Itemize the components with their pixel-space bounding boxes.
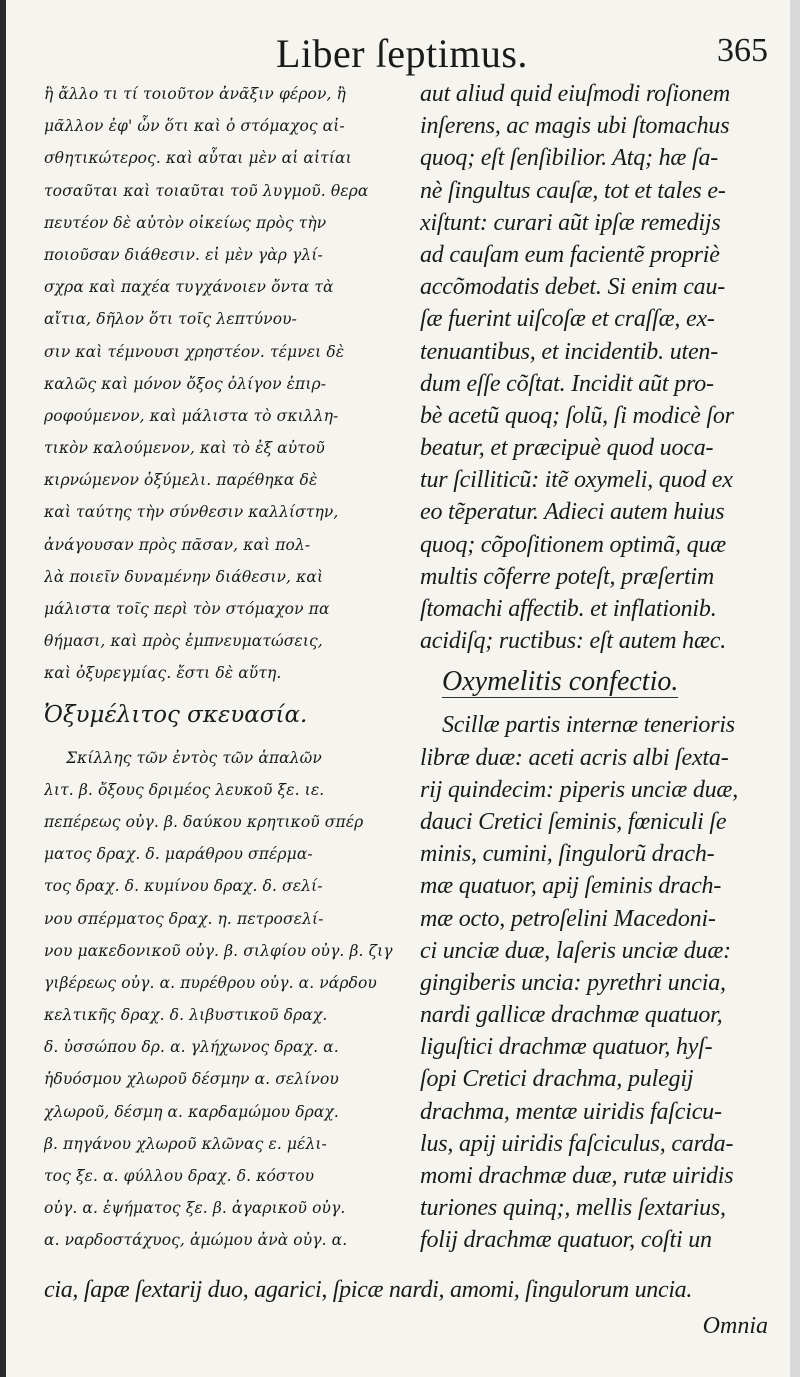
greek-line: ἢ ἄλλο τι τί τοιοῦτον ἀνᾶξιν φέρον, ἢ <box>44 85 346 103</box>
latin-line: libræ duæ: aceti acris albi ſexta- <box>420 744 729 771</box>
greek-line: κιρνώμενον ὀξύμελι. παρέθηκα δὲ <box>44 471 318 490</box>
greek-line: θήμασι, καὶ πρὸς ἐμπνευματώσεις, <box>44 632 323 651</box>
greek-line: β. πηγάνου χλωροῦ κλῶνας ε. μέλι- <box>44 1134 327 1153</box>
greek-line: ποιοῦσαν διάθεσιν. εἰ μὲν γὰρ γλί- <box>44 245 323 264</box>
latin-line: aut aliud quid eiuſmodi roſionem <box>420 81 731 107</box>
greek-line: πευτέον δὲ αὐτὸν οἰκείως πρὸς τὴν <box>44 213 327 232</box>
latin-line: tur ſcilliticũ: itẽ oxymeli, quod ex <box>420 467 733 494</box>
latin-section-heading <box>442 661 796 703</box>
catchword: Omnia <box>702 1313 768 1339</box>
latin-line: ſopi Cretici drachma, pulegij <box>420 1066 694 1093</box>
greek-text-block <box>44 78 416 690</box>
greek-line: τος ξε. α. φύλλου δραχ. δ. κόστου <box>44 1167 315 1185</box>
greek-line: γιβέρεως οὐγ. α. πυρέθρου οὐγ. α. νάρδου <box>44 973 377 992</box>
greek-line: λὰ ποιεῖν δυναμένην διάθεσιν, καὶ <box>44 567 324 586</box>
greek-line: ματος δραχ. δ. μαράθρου σπέρμα- <box>44 845 313 864</box>
latin-line: dum eſſe cõſtat. Incidit aũt pro- <box>420 370 714 397</box>
greek-line: καὶ ταύτης τὴν σύνθεσιν καλλίστην, <box>44 503 339 522</box>
latin-line: mæ octo, petroſelini Macedoni- <box>420 905 716 932</box>
latin-line: accõmodatis debet. Si enim cau- <box>420 274 726 301</box>
latin-line: inſerens, ac magis ubi ſtomachus <box>420 113 730 140</box>
latin-line: drachma, mentæ uiridis faſcicu- <box>420 1098 722 1125</box>
running-head: Liber ſeptimus. <box>276 31 528 76</box>
latin-line: ci unciæ duæ, laſeris unciæ duæ: <box>420 937 731 964</box>
page-number: 365 <box>717 32 768 69</box>
latin-line: acidiſq; ructibus: eſt autem hæc. <box>420 628 727 655</box>
greek-line: αἴτια, δῆλον ὅτι τοῖς λεπτύνου- <box>44 310 297 329</box>
latin-line: tenuantibus, et incidentib. uten- <box>420 338 719 365</box>
latin-line: quoq; cõpoſitionem optimã, quæ <box>420 531 726 558</box>
latin-line: xiſtunt: curari aũt ipſæ remedijs <box>420 209 721 236</box>
latin-line: turiones quinq;, mellis ſextarius, <box>420 1195 726 1222</box>
greek-line: νου σπέρματος δραχ. η. πετροσελί- <box>44 909 324 928</box>
latin-line: lus, apij uiridis faſciculus, carda- <box>420 1130 734 1157</box>
latin-line: gingiberis uncia: pyrethri uncia, <box>420 969 726 996</box>
greek-section-heading: Ὀξυμέλιτος σκευασία. <box>44 701 308 728</box>
greek-line: πεπέρεως οὐγ. β. δαύκου κρητικοῦ σπέρ <box>44 812 364 831</box>
greek-line: σιν καὶ τέμνουσι χρηστέον. τέμνει δὲ <box>44 342 345 361</box>
latin-line: eo tẽperatur. Adieci autem huius <box>420 499 725 526</box>
greek-line: τος δραχ. δ. κυμίνου δραχ. δ. σελί- <box>44 877 323 896</box>
latin-line: beatur, et præcipuè quod uoca- <box>420 435 714 462</box>
latin-heading-text: Oxymelitis confectio. <box>442 666 679 698</box>
greek-line: σθητικώτερος. καὶ αὗται μὲν αἱ αἰτίαι <box>44 149 352 168</box>
latin-line: liguſtici drachmæ quatuor, hyſ- <box>420 1034 713 1061</box>
latin-line: mæ quatuor, apij ſeminis drach- <box>420 873 722 900</box>
greek-line: χλωροῦ, δέσμη α. καρδαμώμου δραχ. <box>44 1102 339 1121</box>
greek-line: νου μακεδονικοῦ οὐγ. β. σιλφίου οὐγ. β. ζιγ <box>44 941 393 960</box>
greek-line: α. ναρδοστάχυος, ἀμώμου ἀνὰ οὐγ. α. <box>44 1231 348 1250</box>
greek-column <box>44 78 416 1257</box>
latin-line: folij drachmæ quatuor, coſti un <box>420 1227 712 1254</box>
latin-line: ad cauſam eum facientẽ propriè <box>420 241 720 268</box>
latin-line: momi drachmæ duæ, rutæ uiridis <box>420 1163 734 1189</box>
greek-line: Σκίλλης τῶν ἐντὸς τῶν ἁπαλῶν <box>66 748 322 767</box>
greek-recipe-block <box>44 742 416 1257</box>
greek-line: λιτ. β. ὄξους δριμέος λευκοῦ ξε. ιε. <box>44 780 325 799</box>
latin-line: rij quindecim: piperis unciæ duæ, <box>420 776 739 803</box>
greek-line: καλῶς καὶ μόνον ὄξος ὀλίγον ἐπιρ- <box>44 374 327 393</box>
greek-line: μᾶλλον ἐφ' ὧν ὅτι καὶ ὁ στόμαχος αἰ- <box>44 117 345 136</box>
latin-line: quoq; eſt ſenſibilior. Atq; hæ ſa- <box>420 145 719 172</box>
latin-line: minis, cumini, ſingulorũ drach- <box>420 841 715 868</box>
greek-line: σχρα καὶ παχέα τυγχάνοιεν ὄντα τὰ <box>44 278 334 297</box>
greek-line: δ. ὑσσώπου δρ. α. γλήχωνος δραχ. α. <box>44 1038 339 1057</box>
latin-column <box>420 78 796 1257</box>
latin-line: dauci Cretici ſeminis, fœniculi ſe <box>420 808 727 835</box>
greek-line: κελτικῆς δραχ. δ. λιβυστικοῦ δραχ. <box>44 1006 328 1025</box>
latin-line: nardi gallicæ drachmæ quatuor, <box>420 1002 723 1029</box>
greek-line: ἀνάγουσαν πρὸς πᾶσαν, καὶ πολ- <box>44 535 311 554</box>
latin-line: multis cõferre poteſt, præſertim <box>420 563 715 590</box>
greek-line: οὐγ. α. ἑψήματος ξε. β. ἀγαρικοῦ οὐγ. <box>44 1199 346 1218</box>
latin-line: ſtomachi affectib. et inflationib. <box>420 596 717 622</box>
greek-line: ἡδυόσμου χλωροῦ δέσμην α. σελίνου <box>44 1070 339 1089</box>
latin-line: ſæ fuerint uiſcoſæ et craſſæ, ex- <box>420 306 715 333</box>
greek-line: μάλιστα τοῖς περὶ τὸν στόμαχον πα <box>44 600 330 618</box>
page-header <box>6 30 790 80</box>
greek-line: τοσαῦται καὶ τοιαῦται τοῦ λυγμοῦ. θερα <box>44 181 369 200</box>
greek-line: καὶ ὀξυρεγμίας. ἔστι δὲ αὕτη. <box>44 664 282 683</box>
latin-recipe-block <box>420 709 796 1256</box>
latin-line: Scillæ partis internæ tenerioris <box>442 712 735 739</box>
latin-line: nè ſingultus cauſæ, tot et tales e- <box>420 177 726 204</box>
full-width-line: cia, ſapæ ſextarij duo, agarici, ſpicæ nardi, amomi, ſingulorum uncia. <box>44 1277 693 1303</box>
latin-line: bè acetũ quoq; ſolũ, ſi modicè ſor <box>420 402 734 429</box>
greek-line: ροφούμενον, καὶ μάλιστα τὸ σκιλλη- <box>44 406 339 425</box>
greek-line: τικὸν καλούμενον, καὶ τὸ ἐξ αὐτοῦ <box>44 439 325 458</box>
latin-text-block <box>420 78 796 657</box>
